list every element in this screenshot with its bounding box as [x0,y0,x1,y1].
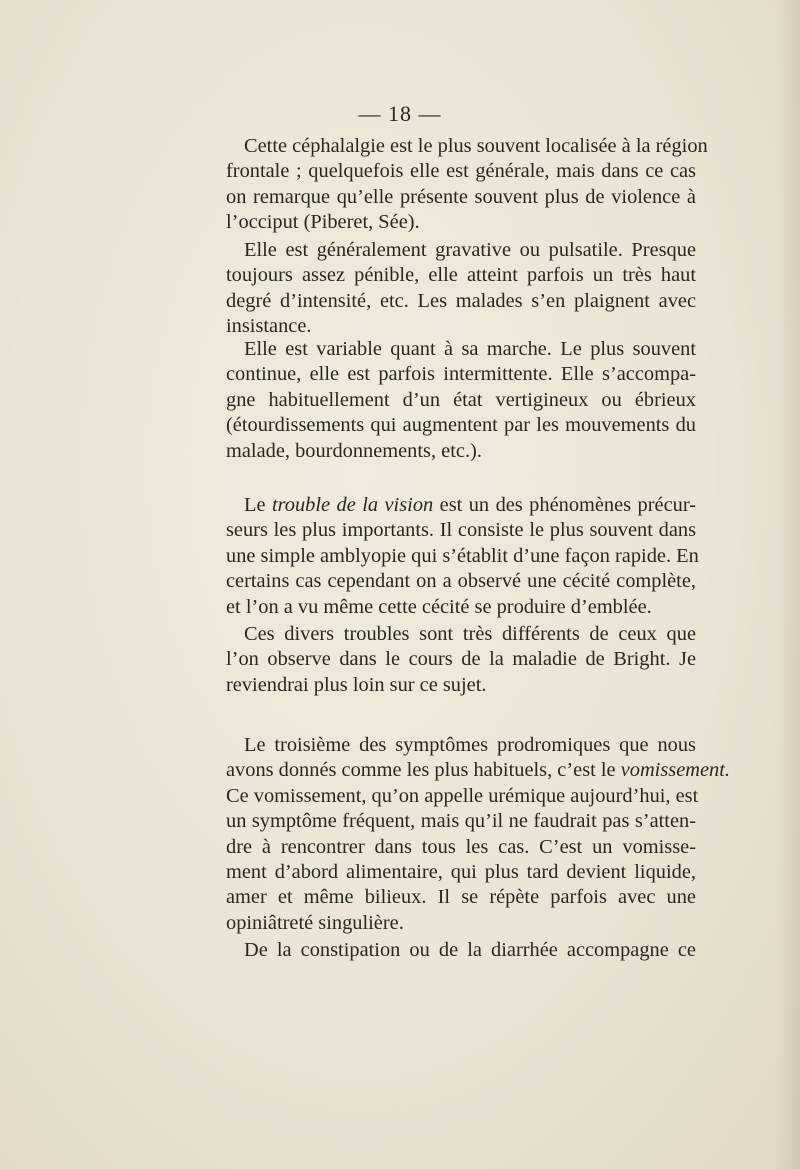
text-line: Elle est variable quant à sa marche. Le plus souvent [244,338,696,360]
text-line: Ce vomissement, qu’on appelle urémique aujourd’hui, est [226,784,699,807]
text-line: malade, bourdonnements, etc.). [226,439,482,462]
text-line: opiniâtreté singulière. [226,911,404,934]
text-line: l’on observe dans le cours de la maladie de Bright. Je [226,648,696,671]
text-line: insistance. [226,315,312,338]
page-number: — 18 — [358,101,442,126]
page-edge-shadow [778,0,800,1169]
text-line: certains cas cependant on a observé une cécité complète, [226,570,696,593]
text-line: Ces divers troubles sont très différents de ceux que [244,623,696,645]
text-line: gne habituellement d’un état vertigineux ou ébrieux [226,388,696,411]
text-line: on remarque qu’elle présente souvent plus de violence à [226,185,696,208]
text-line [226,493,696,518]
text-line [226,758,730,783]
text-run: est un des phénomènes précur- [433,494,696,516]
paragraph-bright-comparison [226,622,696,698]
text-line: degré d’intensité, etc. Les malades s’en plaignent avec [226,289,696,312]
text-line: Le troisième des symptômes prodromiques que nous [244,734,696,756]
text-line: Cette céphalalgie est le plus souvent localisée à la région [244,135,708,157]
text-line: l’occiput (Piberet, Sée). [226,211,420,234]
text-line: amer et même bilieux. Il se répète parfois avec une [226,886,696,909]
text-line: Elle est généralement gravative ou pulsatile. Presque [244,239,696,261]
emphasis-vomissement: vomissement. [620,759,730,782]
text-line: (étourdissements qui augmentent par les mouvements du [226,414,696,437]
emphasis-trouble-de-la-vision: trouble de la vision [271,494,434,516]
text-line: un symptôme fréquent, mais qu’il ne faudrait pas s’atten- [226,810,696,833]
text-line: seurs les plus importants. Il consiste le plus souvent dans [226,519,696,542]
paragraph-vomissement [226,733,730,936]
text-line: une simple amblyopie qui s’établit d’une façon rapide. En [226,544,699,567]
text-line: reviendrai plus loin sur ce sujet. [226,673,487,696]
text-line: frontale ; quelquefois elle est générale, mais dans ce cas [226,160,696,183]
paragraph-cephalalgie-intensite [226,238,696,340]
text-line: dre à rencontrer dans tous les cas. C’est un vomisse- [226,835,696,858]
text-line: De la constipation ou de la diarrhée accompagne ce [244,939,696,961]
text-run: Le [244,494,272,516]
text-line: toujours assez pénible, elle atteint parfois un très haut [226,264,696,287]
paragraph-cephalalgie-marche [226,337,696,464]
paragraph-trouble-vision [226,493,699,620]
text-line: ment d’abord alimentaire, qui plus tard devient liquide, [226,860,696,883]
paragraph-cephalalgie-localisation [226,134,708,236]
paragraph-constipation [226,938,696,963]
text-line: continue, elle est parfois intermittente. Elle s’accompa- [226,363,696,386]
text-line: et l’on a vu même cette cécité se produire d’emblée. [226,595,652,618]
text-run: avons donnés comme les plus habituels, c’est le [226,759,621,782]
